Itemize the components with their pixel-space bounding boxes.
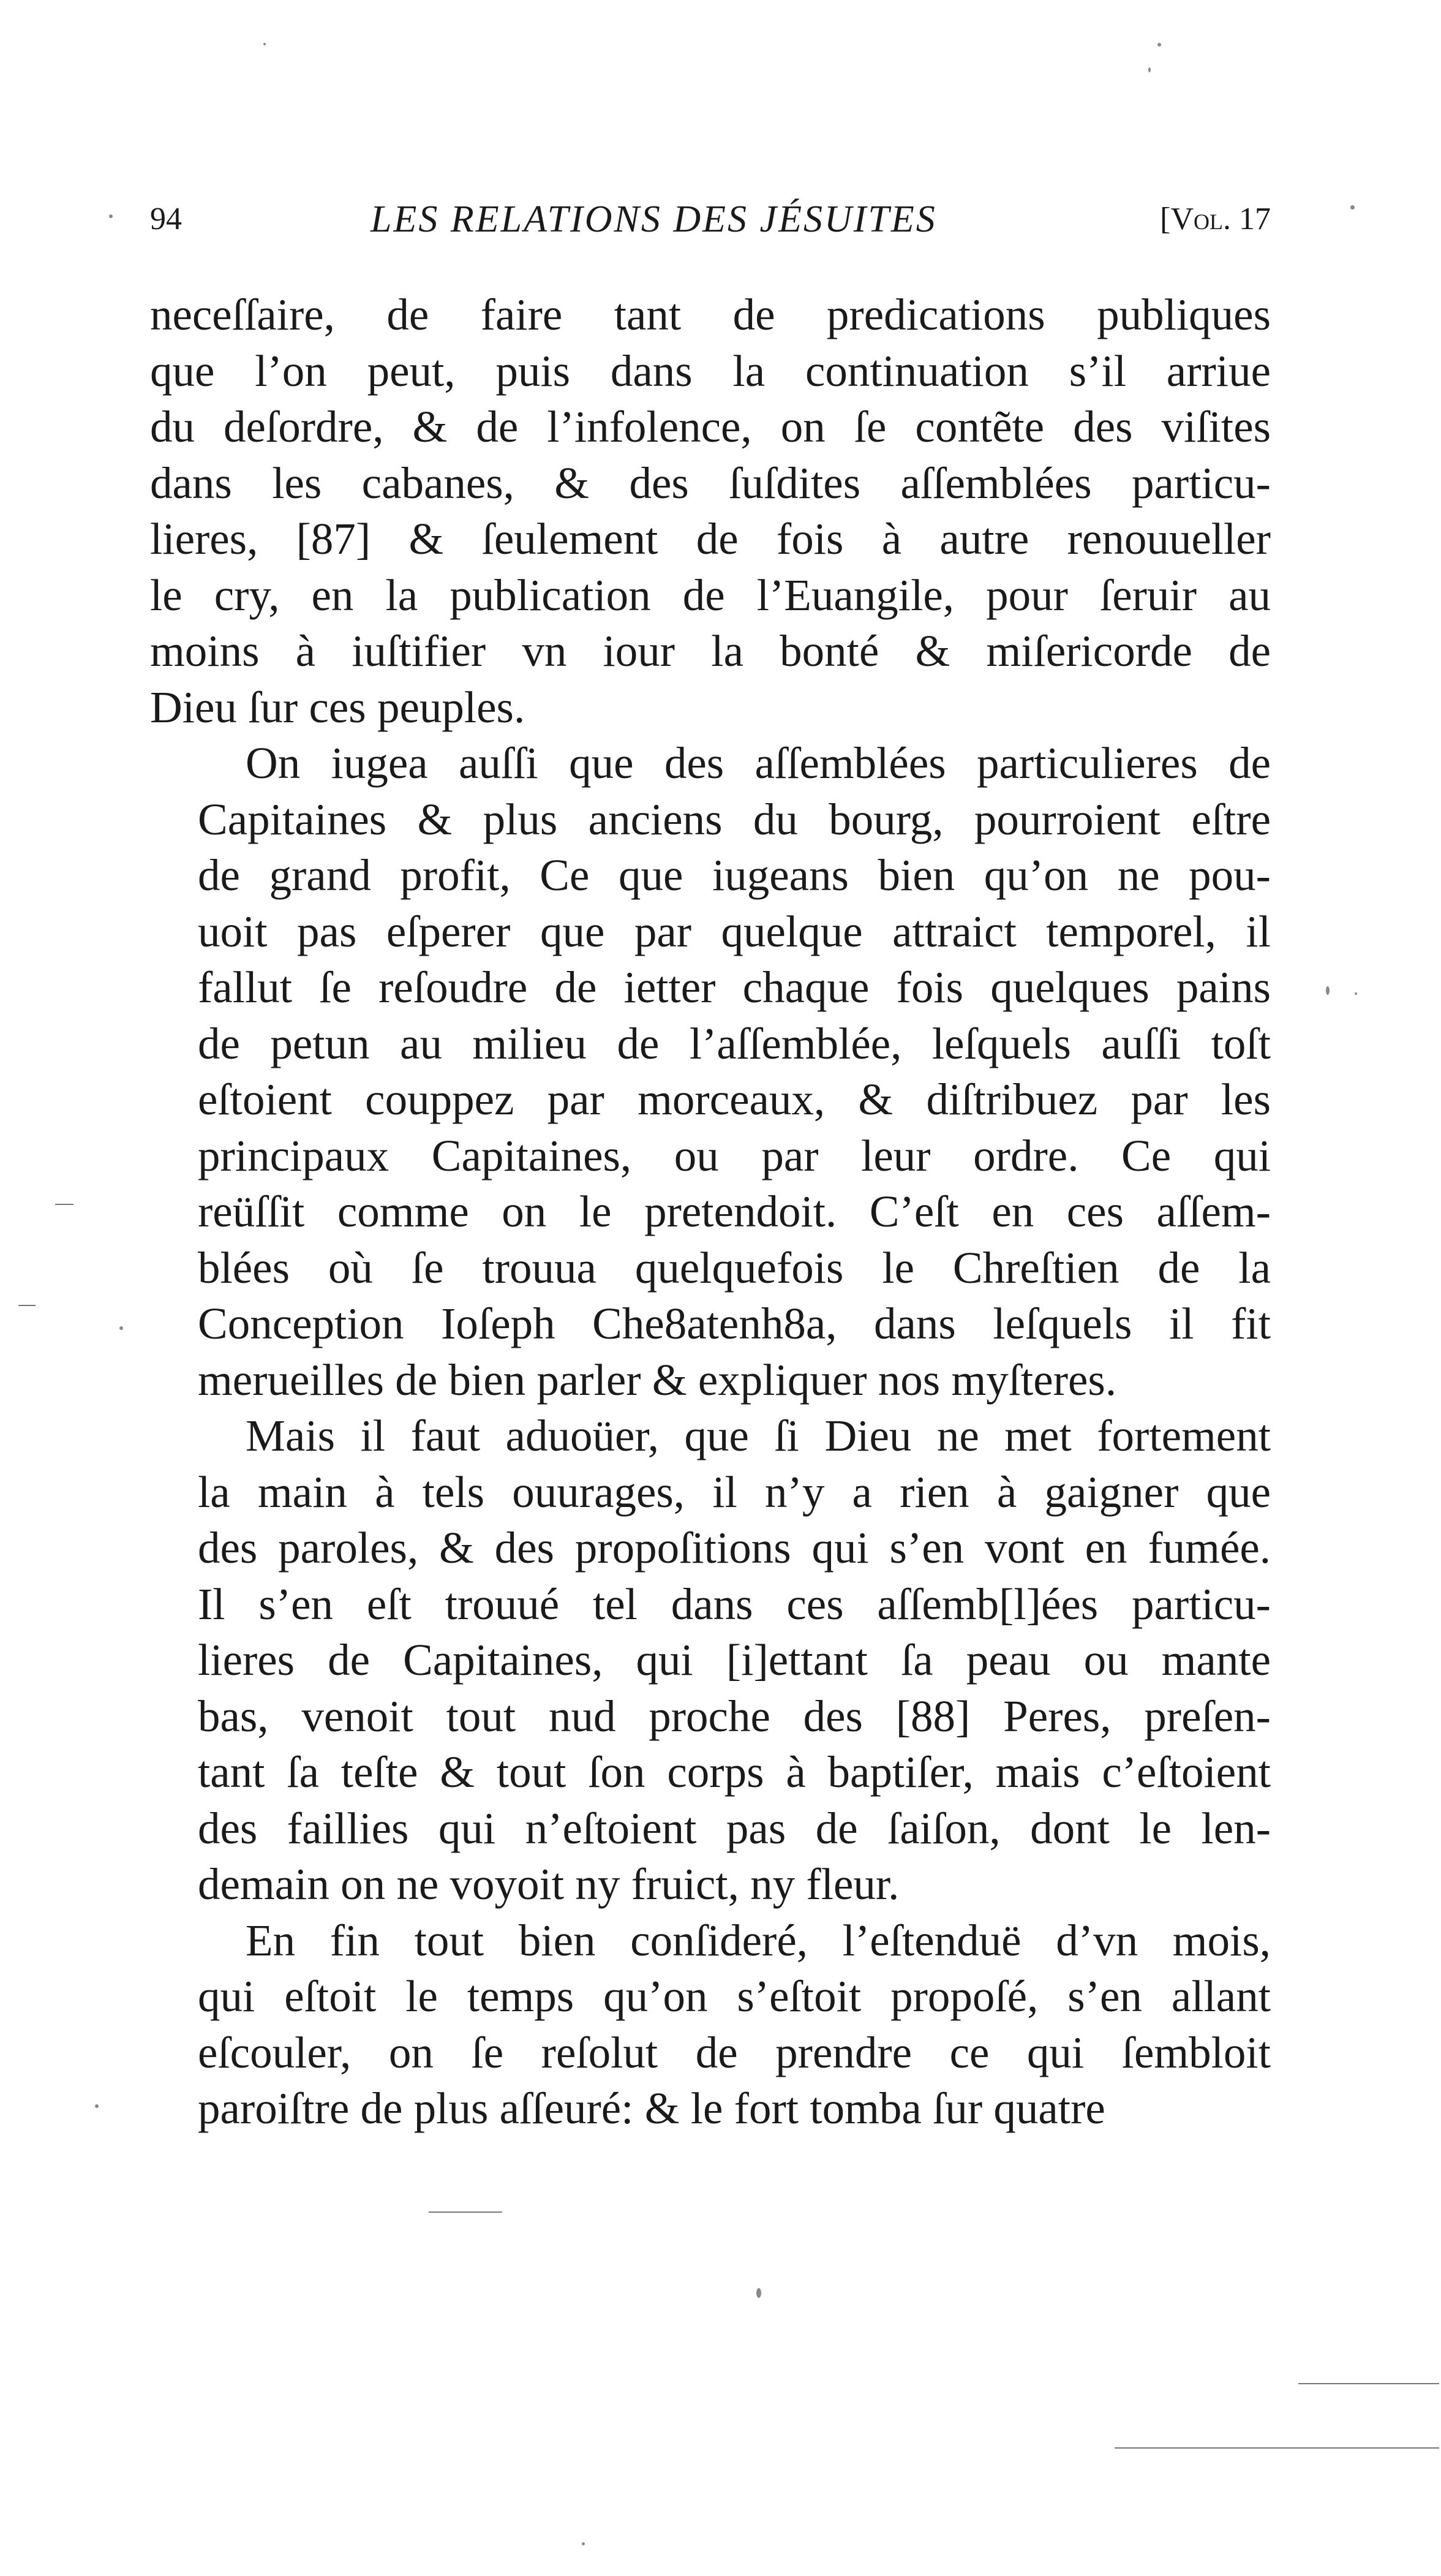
text-line: dans les cabanes, & des ſuſdites aſſemblées particu- <box>150 458 1271 508</box>
text-line: blées où ſe trouua quelquefois le Chreſtien de la <box>198 1242 1271 1293</box>
scan-speck <box>1355 992 1357 995</box>
text-line: eſcouler, on ſe reſolut de prendre ce qui ſembloit <box>198 2027 1271 2077</box>
page-number: 94 <box>150 202 182 236</box>
text-line: lieres, [87] & ſeulement de fois à autre renouueller <box>150 514 1271 564</box>
text-line: du deſordre, & de l’infolence, on ſe contẽte des viſites <box>150 402 1271 451</box>
text-line: Conception Ioſeph Che8atenh8a, dans leſquels il fit <box>198 1299 1271 1348</box>
running-head <box>150 195 1271 250</box>
paragraph <box>150 287 1271 735</box>
text-line: qui eſtoit le temps qu’on s’eſtoit propoſé, s’en allant <box>198 1971 1271 2021</box>
scan-speck <box>119 1326 123 1330</box>
text-line: demain on ne voyoit ny fruict, ny fleur. <box>198 1859 900 1909</box>
scan-speck <box>1157 43 1161 47</box>
text-line: des paroles, & des propoſitions qui s’en vont en fumée. <box>198 1523 1271 1573</box>
text-line: de petun au milieu de l’aſſemblée, leſquels auſſi toſt <box>198 1018 1271 1068</box>
text-line: reüſſit comme on le pretendoit. C’eſt en ces aſſem- <box>198 1187 1271 1236</box>
text-line: tant ſa teſte & tout ſon corps à baptiſer, mais c’eſtoient <box>198 1747 1271 1797</box>
scan-speck <box>1326 986 1330 995</box>
text-line: des faillies qui n’eſtoient pas de ſaiſon, dont le len- <box>198 1803 1271 1853</box>
text-line: On iugea auſſi que des aſſemblées particulieres de <box>246 738 1271 788</box>
text-line: neceſſaire, de faire tant de predications publiques <box>150 290 1271 339</box>
paragraph <box>150 1913 1271 2137</box>
scan-mark <box>18 1305 36 1306</box>
text-line: principaux Capitaines, ou par leur ordre. Ce qui <box>198 1130 1271 1180</box>
text-line: Capitaines & plus anciens du bourg, pourroient eſtre <box>198 794 1271 844</box>
text-line: En fin tout bien conſideré, l’eſtenduë d’vn mois, <box>246 1915 1271 1965</box>
text-line: paroiſtre de plus aſſeuré: & le fort tomba ſur quatre <box>198 2083 1105 2133</box>
text-line: fallut ſe reſoudre de ietter chaque fois quelques pains <box>198 962 1271 1012</box>
text-line: Il s’en eſt trouué tel dans ces aſſemb[l]ées particu- <box>198 1579 1271 1629</box>
scan-mark <box>55 1204 73 1205</box>
text-line: Mais il faut aduoüer, que ſi Dieu ne met fortement <box>246 1411 1271 1460</box>
text-line: que l’on peut, puis dans la continuation s’il arriue <box>150 346 1271 396</box>
text-line: uoit pas eſperer que par quelque attraict temporel, il <box>198 906 1271 956</box>
text-line: de grand profit, Ce que iugeans bien qu’on ne pou- <box>198 850 1271 900</box>
scan-mark <box>1115 2447 1439 2449</box>
text-line: merueilles de bien parler & expliquer nos myſteres. <box>198 1354 1117 1405</box>
scan-mark <box>1298 2383 1439 2384</box>
text-line: eſtoient couppez par morceaux, & diſtribuez par les <box>198 1075 1271 1124</box>
scan-speck <box>582 2542 585 2545</box>
scan-speck <box>95 2104 99 2108</box>
scan-speck <box>263 43 266 45</box>
scan-mark <box>429 2212 502 2213</box>
text-line: bas, venoit tout nud proche des [88] Peres, preſen- <box>198 1691 1271 1741</box>
text-line: la main à tels ouurages, il n’y a rien à gaigner que <box>198 1467 1271 1517</box>
text-line: Dieu ſur ces peuples. <box>150 682 525 732</box>
text-line: lieres de Capitaines, qui [i]ettant ſa peau ou mante <box>198 1635 1271 1685</box>
paragraph <box>150 735 1271 1408</box>
scan-speck <box>109 214 113 218</box>
running-title: LES RELATIONS DES JÉSUITES <box>371 198 937 240</box>
body-text <box>150 287 1271 2137</box>
scan-speck <box>756 2288 761 2298</box>
text-line: le cry, en la publication de l’Euangile, pour ſeruir au <box>150 570 1271 620</box>
text-line: moins à iuſtifier vn iour la bonté & miſericorde de <box>150 626 1271 676</box>
scan-speck <box>1148 67 1151 72</box>
volume-label: [Vol. 17 <box>1160 202 1271 236</box>
scan-speck <box>1350 205 1355 210</box>
paragraph <box>150 1408 1271 1913</box>
